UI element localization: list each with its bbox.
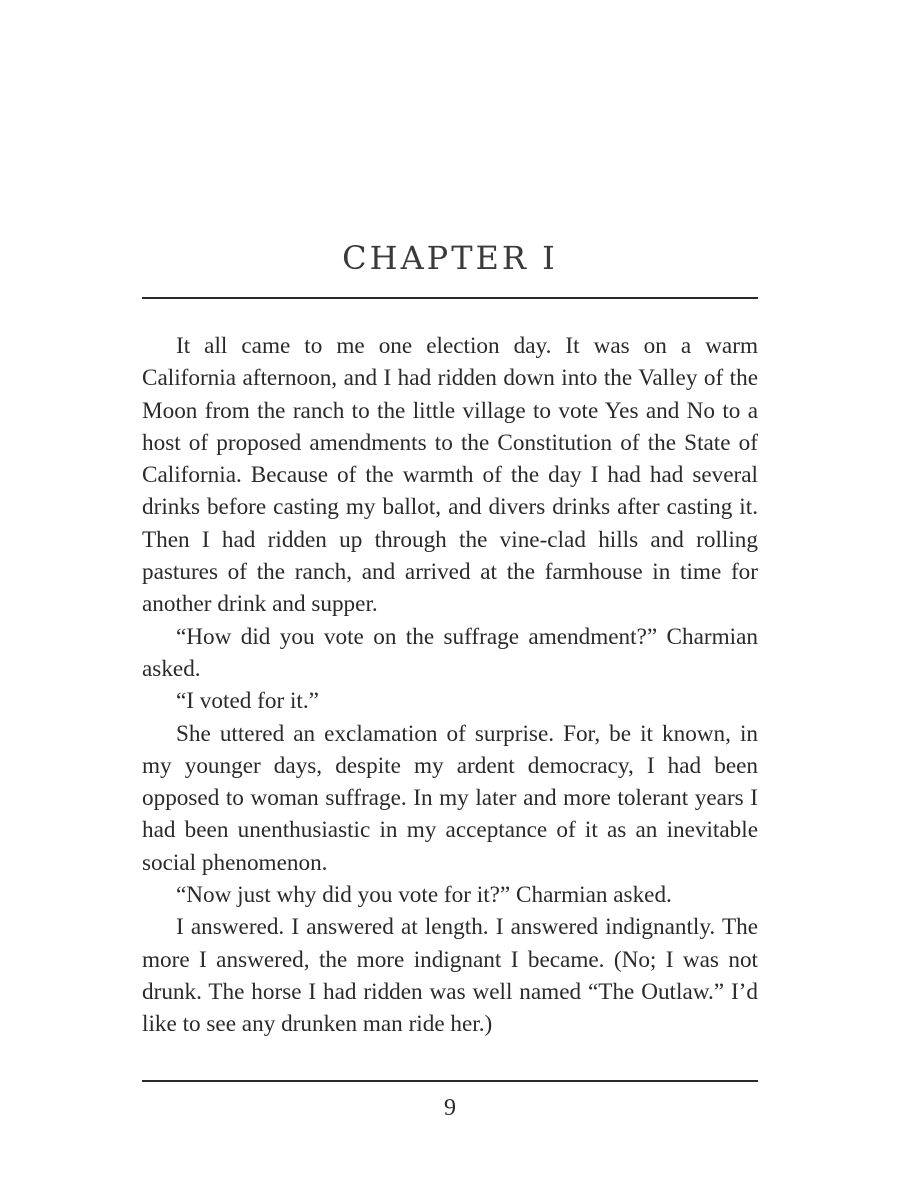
chapter-body	[142, 330, 758, 1041]
paragraph: “I voted for it.”	[176, 688, 319, 715]
bottom-rule	[142, 1080, 758, 1082]
top-rule	[142, 297, 758, 299]
chapter-title: CHAPTER I	[342, 239, 558, 277]
paragraph: It all came to me one election day. It was on a warm California afternoon, and I had ridden down into the Valley of the Moon from the ranch to the little village to vote Yes and No to a host of proposed amendments to the Constitution of the State of California. Because of the warmth of the day I had had several drinks before casting my ballot, and divers drinks after casting it. Then I had ridden up through the vine-clad hills and rolling pastures of the ranch, and arrived at the farmhouse in time for another drink and supper.	[142, 333, 758, 618]
paragraph: “Now just why did you vote for it?” Charmian asked.	[176, 882, 672, 909]
page-number: 9	[444, 1095, 456, 1121]
paragraph: “How did you vote on the suffrage amendment?” Charmian asked.	[142, 623, 758, 682]
paragraph: She uttered an exclamation of surprise. For, be it known, in my younger days, despite my ardent democracy, I had been opposed to woman suffrage. In my later and more tolerant years I had been unenthusiastic in my acceptance of it as an inevitable social phenomenon.	[142, 720, 758, 876]
paragraph: I answered. I answered at length. I answered indignantly. The more I answered, the more indignant I became. (No; I was not drunk. The horse I had ridden was well named “The Outlaw.” I’d like to see any drunken man ride her.)	[142, 914, 758, 1038]
